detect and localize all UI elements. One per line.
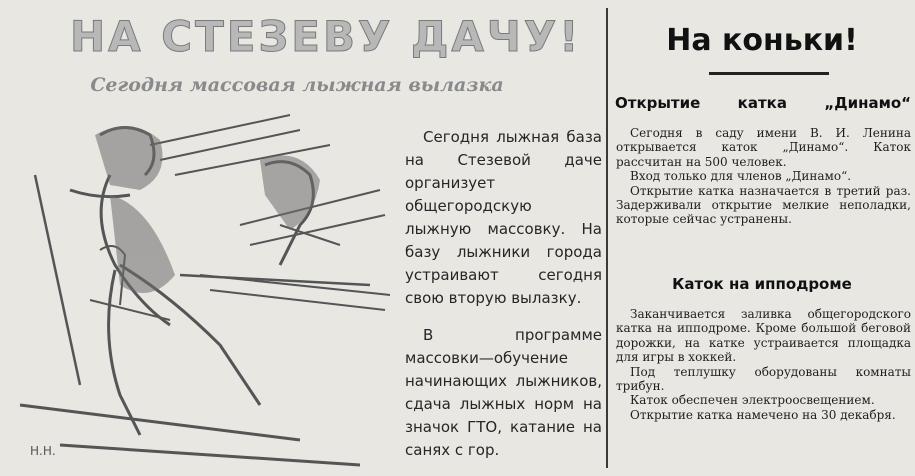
hippodrome-rink-heading: Каток на ипподроме [672,275,852,293]
dynamo-rink-paragraph: Сегодня в саду имени В. И. Ленина открывается каток „Динамо“. Каток рассчитан на 500 человек. [616,126,911,169]
illustration-signature: Н.Н. [30,444,56,458]
hippodrome-rink-body [616,307,911,422]
dynamo-rink-paragraph: Открытие катка назначается в третий раз. Задерживали открытие мелкие неполадки, которые сейчас устранены. [616,183,911,227]
column-divider [606,8,608,468]
hippodrome-rink-paragraph: Заканчивается заливка общегородского катка на ипподроме. Кроме большой беговой дорожки, на катке устраивается площадка для игры в хоккей. [616,307,911,365]
skating-article-title: На коньки! [666,23,858,58]
ski-article-paragraph: Сегодня лыжная база на Стезевой даче организует общегородскую лыжную массовку. На базу лыжники города устраивают сегодня свою вторую вылазку. [405,128,602,307]
ski-article-headline: НА СТЕЗЕВУ ДАЧУ! [70,12,582,61]
ski-article-subheadline: Сегодня массовая лыжная вылазка [90,74,504,96]
ski-article-paragraph: В программе массовки—обучение начинающих лыжников, сдача лыжных норм на значок ГТО, катание на санях с гор. [405,326,602,459]
dynamo-rink-body [616,126,911,227]
skiers-illustration [0,105,400,473]
skating-article [612,0,912,473]
ski-article-body [405,126,602,476]
hippodrome-rink-paragraph: Под теплушку оборудованы комнаты трибун. [616,364,911,394]
hippodrome-rink-paragraph: Каток обеспечен электроосвещением. [630,393,875,408]
dynamo-rink-heading: Открытие катка „Динамо“ [615,94,911,112]
hippodrome-rink-paragraph: Открытие катка намечено на 30 декабря. [630,407,896,422]
dynamo-rink-paragraph: Вход только для членов „Динамо“. [630,169,852,184]
title-underline-rule [709,72,829,75]
